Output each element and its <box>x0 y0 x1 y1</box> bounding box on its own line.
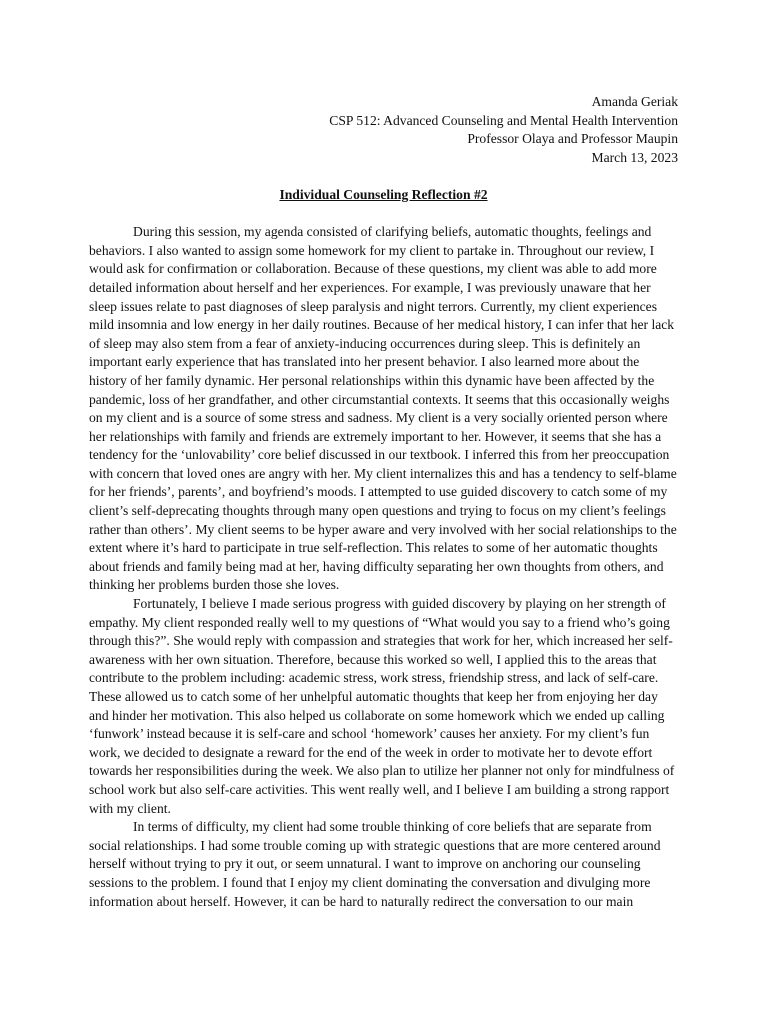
author-name: Amanda Geriak <box>591 94 678 109</box>
professor-names: Professor Olaya and Professor Maupin <box>467 131 678 147</box>
body-paragraph-3: In terms of difficulty, my client had some trouble thinking of core beliefs that are separate from social relationships. I had some trouble coming up with strategic questions that are more centered around herself without trying to pry it out, or seem unnatural. I want to improve on anchoring our counseling sessions to the problem. I found that I enjoy my client dominating the conversation and divulging more information about herself. However, it can be hard to naturally redirect the conversation to our main <box>89 819 661 909</box>
document-page <box>89 93 678 911</box>
document-title: Individual Counseling Reflection #2 <box>279 186 488 202</box>
body-paragraph-1: During this session, my agenda consisted of clarifying beliefs, automatic thoughts, feelings and behaviors. I also wanted to assign some homework for my client to partake in. Throughout our review, I would ask for confirmation or collaboration. Because of these questions, my client was able to add more detailed information about herself and her experiences. For example, I was previously unaware that her sleep issues relate to past diagnoses of sleep paralysis and night terrors. Currently, my client experiences mild insomnia and low energy in her daily routines. Because of her medical history, I can infer that her lack of sleep may also stem from a fear of anxiety-inducing occurrences during sleep. This is definitely an important early experience that has translated into her present behavior. I also learned more about the history of her family dynamic. Her personal relationships within this dynamic have been affected by the pandemic, loss of her grandfather, and other circumstantial contexts. It seems that this occasionally weighs on my client and is a source of some stress and sadness. My client is a very socially oriented person where her relationships with family and friends are extremely important to her. However, it seems that she has a tendency for the ‘unlovability’ core belief discussed in our textbook. I inferred this from her preoccupation with concern that loved ones are angry with her. My client internalizes this and has a tendency to self-blame for her friends’, parents’, and boyfriend’s moods. I attempted to use guided discovery to catch some of my client’s self-deprecating thoughts through many open questions and trying to focus on my client’s feelings rather than others’. My client seems to be hyper aware and very involved with her social relationships to the extent where it’s hard to participate in true self-reflection. This relates to some of her automatic thoughts about friends and family being mad at her, having difficulty separating her own thoughts from others, and thinking her problems burden those she loves. <box>89 224 677 593</box>
document-date: March 13, 2023 <box>591 149 678 165</box>
body-paragraph-2: Fortunately, I believe I made serious progress with guided discovery by playing on her strength of empathy. My client responded really well to my questions of “What would you say to a friend who’s going through this?”. She would reply with compassion and strategies that work for her, which increased her self-awareness with her own situation. Therefore, because this worked so well, I applied this to the areas that contribute to the problem including: academic stress, work stress, friendship stress, and lack of self-care. These allowed us to catch some of her unhelpful automatic thoughts that keep her from enjoying her day and hinder her motivation. This also helped us collaborate on some homework which we ended up calling ‘funwork’ instead because it is self-care and school ‘homework’ causes her anxiety. For my client’s fun work, we decided to designate a reward for the end of the week in order to motivate her to devote effort towards her responsibilities during the week. We also plan to utilize her planner not only for mindfulness of school work but also self-care activities. This went really well, and I believe I am building a strong rapport with my client. <box>89 596 675 816</box>
course-title: CSP 512: Advanced Counseling and Mental Health Intervention <box>329 112 678 128</box>
document-header <box>89 93 678 167</box>
